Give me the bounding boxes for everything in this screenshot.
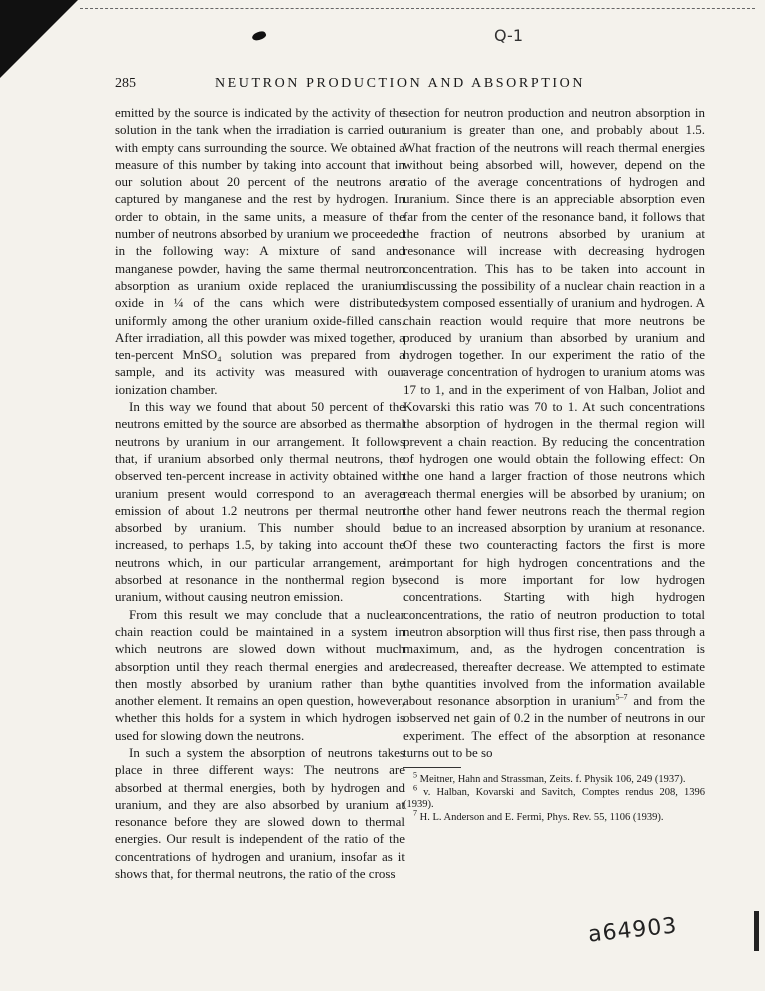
paragraph-text-end: and from the observed net gain of 0.2 in the number of neutrons in our experiment. The effect of the absorption at resonance turns out to be so bbox=[403, 693, 705, 760]
footnotes bbox=[403, 770, 705, 824]
paragraph bbox=[403, 104, 705, 761]
running-head: NEUTRON PRODUCTION AND ABSORPTION bbox=[214, 76, 586, 91]
paragraph: From this result we may conclude that a nuclear chain reaction could be maintained in a system in which neutrons are slowed down without much absorption until they reach thermal energies and are then mostly absorbed by uranium rather than by another element. It remains an open question, however, whether this holds for a system in which hydrogen is used for slowing down the neutrons. bbox=[115, 606, 405, 743]
footnote bbox=[403, 808, 705, 825]
left-column bbox=[115, 104, 405, 882]
page-number: 285 bbox=[115, 76, 136, 91]
scan-top-edge bbox=[80, 8, 755, 9]
footnote-mark: 7 bbox=[413, 808, 417, 818]
footnote-reference: 5–7 bbox=[615, 692, 628, 702]
handwritten-archive-number: a64903 bbox=[586, 913, 679, 948]
right-column bbox=[403, 104, 705, 824]
pencil-annotation: Q-1 bbox=[494, 26, 523, 45]
scan-corner-shadow bbox=[0, 0, 78, 78]
footnote-mark: 6 bbox=[413, 783, 417, 793]
paragraph: In such a system the absorption of neutrons takes place in three different ways: The neutrons are absorbed at thermal energies, both by hydrogen and uranium, and they are also absorbed by uranium at resonance before they are slowed down to thermal energies. Our result is independent of the ratio of the concentrations of hydrogen and uranium, insofar as it shows that, for thermal neutrons, the ratio of the cross bbox=[115, 744, 405, 882]
scan-edge-mark bbox=[754, 911, 759, 951]
paragraph: In this way we found that about 50 percent of the neutrons emitted by the source are absorbed as thermal neutrons by uranium in our arrangement. It follows that, if uranium absorbed only thermal neutrons, the observed ten-percent increase in activity obtained with uranium present would correspond to an average emission of about 1.2 neutrons per thermal neutron absorbed by uranium. This number should be increased, to perhaps 1.5, by taking into account the neutrons which, in our particular arrangement, are absorbed at resonance in the nonthermal region by uranium, without causing neutron emission. bbox=[115, 399, 405, 605]
footnote-text: v. Halban, Kovarski and Savitch, Comptes rendus 208, 1396 (1939). bbox=[403, 786, 705, 811]
footnote bbox=[403, 783, 705, 812]
ink-blot bbox=[251, 29, 267, 42]
footnote bbox=[403, 770, 705, 787]
footnote-text: Meitner, Hahn and Strassman, Zeits. f. Physik 106, 249 (1937). bbox=[417, 774, 686, 786]
footnote-text: H. L. Anderson and E. Fermi, Phys. Rev. 55, 1106 (1939). bbox=[417, 811, 664, 823]
footnote-divider bbox=[403, 767, 461, 768]
paragraph: emitted by the source is indicated by the activity of the solution in the tank when the irradiation is carried out with empty cans surrounding the source. We obtained a measure of this number by taking into account that in our solution about 20 percent of the neutrons are captured by manganese and the rest by hydrogen. In order to obtain, in the same units, a measure of the number of neutrons absorbed by uranium we proceeded in the following way: A mixture of sand and manganese powder, having the same thermal neutron absorption as uranium oxide replaced the uranium oxide in ¼ of the cans which were distributed uniformly among the other uranium oxide-filled cans. After irradiation, all this powder was mixed together, a ten-percent MnSO₄ solution was prepared from a sample, and its activity was measured with our ionization chamber. bbox=[115, 105, 405, 397]
paragraph-text: section for neutron production and neutron absorption in uranium is greater than one, and probably about 1.5. What fraction of the neutrons will reach thermal energies without being absorbed will, however, depend on the ratio of the average concentrations of hydrogen and uranium. Since there is an appreciable absorption even far from the center of the resonance band, it follows that the fraction of neutrons absorbed by uranium at resonance will increase with decreasing hydrogen concentration. This has to be taken into account in discussing the possibility of a nuclear chain reaction in a system composed essentially of uranium and hydrogen. A chain reaction would require that more neutrons be produced by uranium than absorbed by uranium and hydrogen together. In our experiment the ratio of the average concentration of hydrogen to uranium atoms was 17 to 1, and in the experiment of von Halban, Joliot and Kovarski this ratio was 70 to 1. At such concentrations the absorption of hydrogen in the thermal region will prevent a chain reaction. By reducing the concentration of hydrogen one would obtain the following effect: On the one hand a larger fraction of those neutrons which reach thermal energies will be absorbed by uranium; on the other hand fewer neutrons reach the thermal region due to an increased absorption by uranium at resonance. Of these two counteracting factors the first is more important for high hydrogen concentrations and the second is more important for low hydrogen concentrations. Starting with high hydrogen concentrations, the ratio of neutron production to total neutron absorption will thus first rise, then pass through a maximum, and, as the hydrogen concentration is decreased, thereafter decrease. We attempted to estimate the quantities involved from the information available about resonance absorption in uranium bbox=[403, 105, 705, 709]
footnote-mark: 5 bbox=[413, 770, 417, 780]
